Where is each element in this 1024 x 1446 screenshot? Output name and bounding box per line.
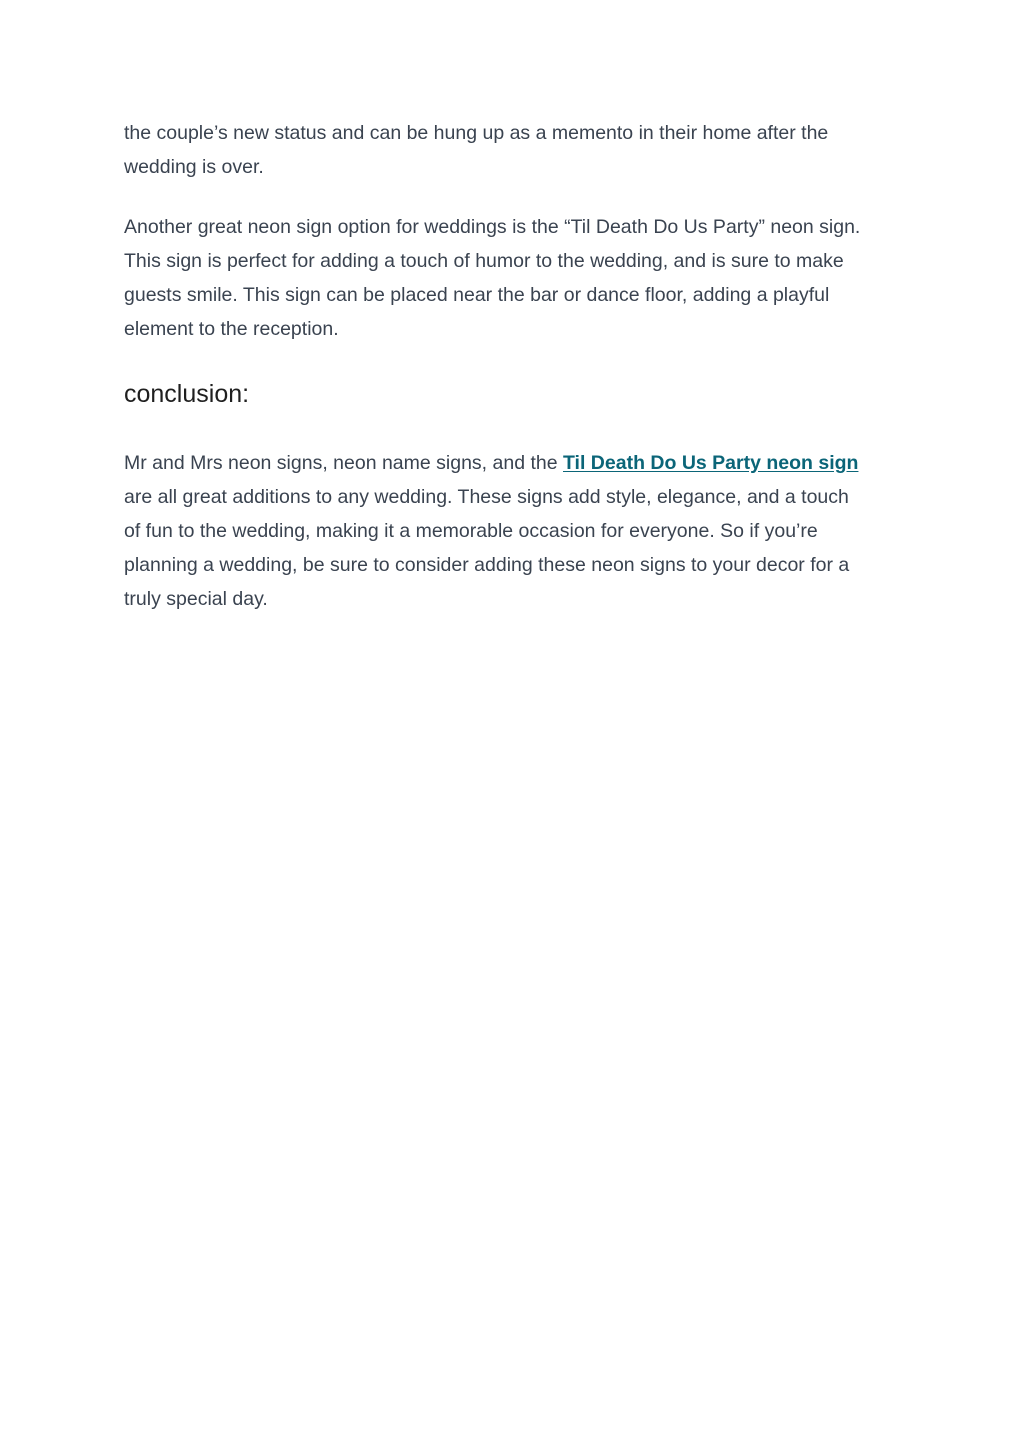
text-line: This sign is perfect for adding a touch of humor to the wedding, and is sure to make: [124, 250, 844, 272]
text-line: planning a wedding, be sure to consider adding these neon signs to your decor for a: [124, 554, 850, 576]
conclusion-heading: conclusion:: [124, 380, 250, 408]
text-line: wedding is over.: [124, 156, 264, 178]
text-line: of fun to the wedding, making it a memorable occasion for everyone. So if you’re: [124, 520, 818, 542]
paragraph-til-death-sign: [124, 210, 914, 346]
til-death-sign-link[interactable]: Til Death Do Us Party neon sign: [563, 452, 859, 474]
text-segment: Mr and Mrs neon signs, neon name signs, and the: [124, 452, 563, 474]
text-line: element to the reception.: [124, 318, 339, 340]
text-line: [124, 446, 914, 480]
paragraph-conclusion: [124, 446, 914, 616]
text-line: the couple’s new status and can be hung up as a memento in their home after the: [124, 122, 829, 144]
text-line: Another great neon sign option for weddings is the “Til Death Do Us Party” neon sign.: [124, 216, 861, 238]
text-line: truly special day.: [124, 588, 268, 610]
text-line: are all great additions to any wedding. These signs add style, elegance, and a touch: [124, 486, 849, 508]
document-page: [124, 116, 914, 616]
paragraph-memento: [124, 116, 914, 184]
text-line: guests smile. This sign can be placed near the bar or dance floor, adding a playful: [124, 284, 830, 306]
